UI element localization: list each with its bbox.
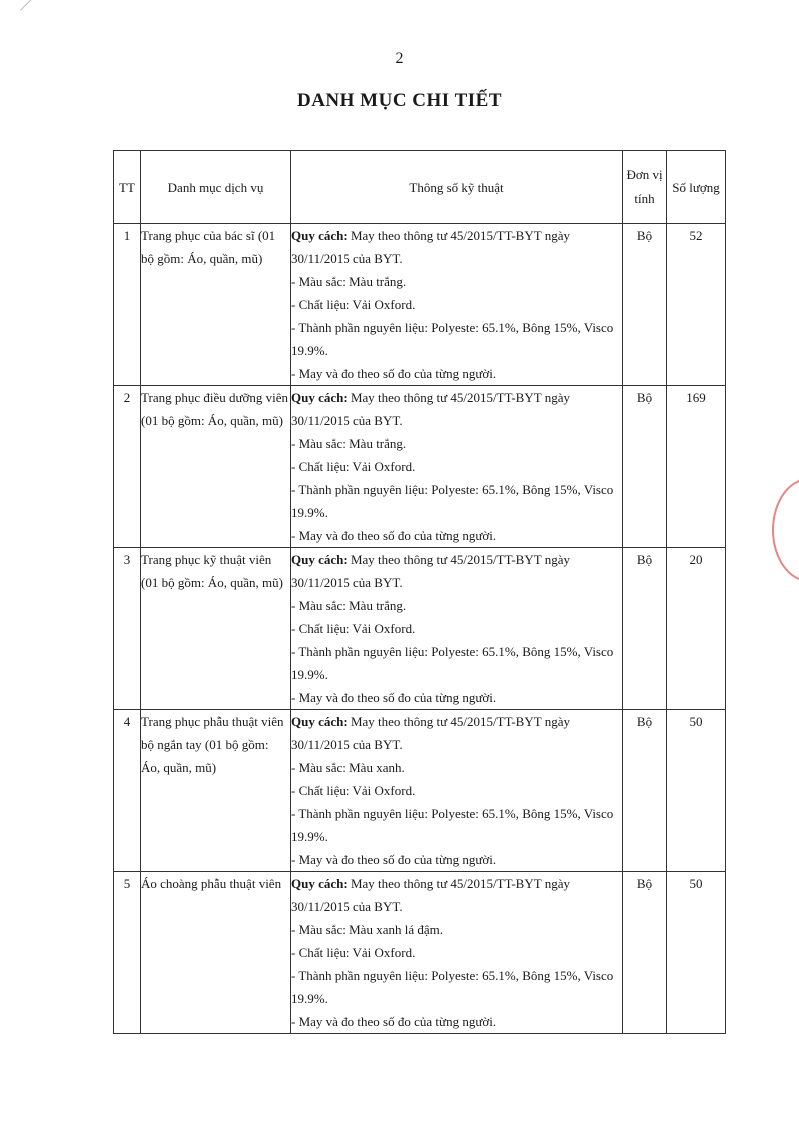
spec-label: Quy cách: [291,552,348,567]
spec-label: Quy cách: [291,390,348,405]
spec-material: - Chất liệu: Vải Oxford. [291,459,416,474]
row-number: 5 [114,872,141,1034]
spec-rule [291,872,622,918]
row-number: 2 [114,386,141,548]
spec-rule [291,386,622,432]
header-tt: TT [114,151,141,224]
quantity: 20 [667,548,726,710]
table-row [114,386,726,548]
spec-composition: - Thành phần nguyên liệu: Polyeste: 65.1%, Bông 15%, Visco 19.9%. [291,968,614,1006]
spec-color: - Màu sắc: Màu xanh lá đậm. [291,922,443,937]
table-row [114,548,726,710]
table-header-row [114,151,726,224]
spec-rule [291,224,622,270]
spec-tailoring: - May và đo theo số đo của từng người. [291,1014,497,1029]
unit: Bộ [623,386,667,548]
spec-cell [291,710,623,872]
spec-material: - Chất liệu: Vải Oxford. [291,945,416,960]
unit: Bộ [623,872,667,1034]
header-quantity: Số lượng [667,151,726,224]
spec-label: Quy cách: [291,714,348,729]
quantity: 169 [667,386,726,548]
spec-material: - Chất liệu: Vải Oxford. [291,621,416,636]
spec-label: Quy cách: [291,876,348,891]
spec-rule [291,710,622,756]
spec-composition: - Thành phần nguyên liệu: Polyeste: 65.1%, Bông 15%, Visco 19.9%. [291,806,614,844]
service-name: Trang phục của bác sĩ (01 bộ gồm: Áo, quần, mũ) [141,224,291,386]
unit: Bộ [623,548,667,710]
header-unit-line1: Đơn vị [626,167,663,182]
spec-rule-text: May theo thông tư 45/2015/TT-BYT ngày 30/11/2015 của BYT. [291,552,570,590]
detail-table [113,150,726,1034]
row-number: 4 [114,710,141,872]
spec-tailoring: - May và đo theo số đo của từng người. [291,852,497,867]
spec-cell [291,224,623,386]
spec-cell [291,872,623,1034]
row-number: 1 [114,224,141,386]
table-row [114,872,726,1034]
quantity: 50 [667,710,726,872]
spec-material: - Chất liệu: Vải Oxford. [291,783,416,798]
spec-material: - Chất liệu: Vải Oxford. [291,297,416,312]
spec-composition: - Thành phần nguyên liệu: Polyeste: 65.1%, Bông 15%, Visco 19.9%. [291,320,614,358]
header-specs: Thông số kỹ thuật [291,151,623,224]
spec-rule-text: May theo thông tư 45/2015/TT-BYT ngày 30/11/2015 của BYT. [291,714,570,752]
page-number: 2 [395,50,404,67]
unit: Bộ [623,224,667,386]
spec-rule-text: May theo thông tư 45/2015/TT-BYT ngày 30/11/2015 của BYT. [291,228,570,266]
spec-color: - Màu sắc: Màu xanh. [291,760,405,775]
service-name: Trang phục kỹ thuật viên (01 bộ gồm: Áo, quần, mũ) [141,548,291,710]
page-title: DANH MỤC CHI TIẾT [296,90,503,111]
spec-composition: - Thành phần nguyên liệu: Polyeste: 65.1%, Bông 15%, Visco 19.9%. [291,482,614,520]
spec-tailoring: - May và đo theo số đo của từng người. [291,528,497,543]
header-unit-line2: tính [634,191,655,206]
spec-tailoring: - May và đo theo số đo của từng người. [291,366,497,381]
spec-rule-text: May theo thông tư 45/2015/TT-BYT ngày 30/11/2015 của BYT. [291,390,570,428]
header-unit [623,151,667,224]
row-number: 3 [114,548,141,710]
service-name: Áo choàng phẫu thuật viên [141,872,291,1034]
red-stamp-edge [772,478,799,582]
spec-tailoring: - May và đo theo số đo của từng người. [291,690,497,705]
header-service: Danh mục dịch vụ [141,151,291,224]
service-name: Trang phục phẫu thuật viên bộ ngắn tay (01 bộ gồm: Áo, quần, mũ) [141,710,291,872]
spec-composition: - Thành phần nguyên liệu: Polyeste: 65.1%, Bông 15%, Visco 19.9%. [291,644,614,682]
service-name: Trang phục điều dưỡng viên (01 bộ gồm: Áo, quần, mũ) [141,386,291,548]
spec-cell [291,548,623,710]
scan-artifact-line [20,0,77,11]
spec-color: - Màu sắc: Màu trắng. [291,436,407,451]
quantity: 52 [667,224,726,386]
spec-rule [291,548,622,594]
spec-rule-text: May theo thông tư 45/2015/TT-BYT ngày 30/11/2015 của BYT. [291,876,570,914]
spec-color: - Màu sắc: Màu trắng. [291,598,407,613]
spec-cell [291,386,623,548]
table-row [114,224,726,386]
spec-color: - Màu sắc: Màu trắng. [291,274,407,289]
unit: Bộ [623,710,667,872]
quantity: 50 [667,872,726,1034]
spec-label: Quy cách: [291,228,348,243]
table-row [114,710,726,872]
